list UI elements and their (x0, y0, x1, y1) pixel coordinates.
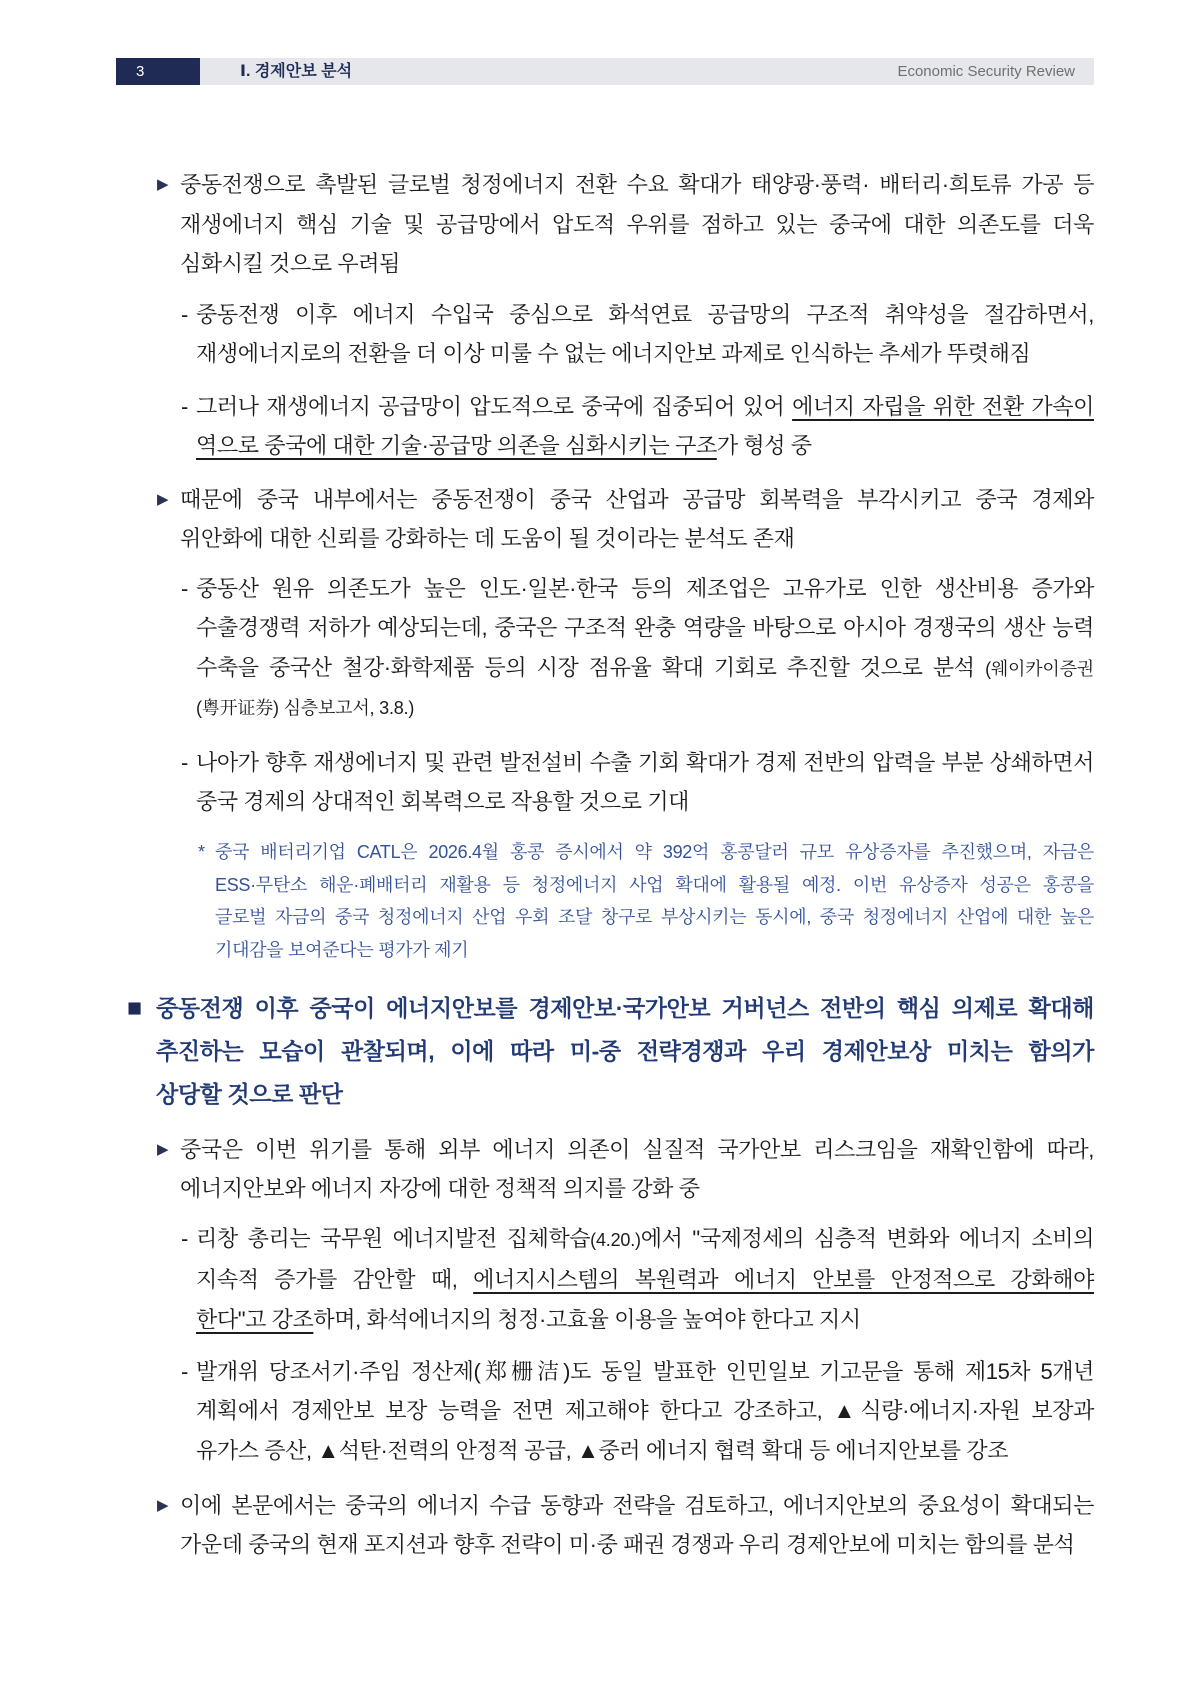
section-heading (0, 987, 1200, 1116)
text-line: 상당할 것으로 판단 (156, 1081, 343, 1107)
text-line (196, 1260, 1094, 1300)
text-line (196, 426, 1094, 466)
text-segment: 지속적 증가를 감안할 때, (196, 1267, 474, 1292)
text-line: 때문에 중국 내부에서는 중동전쟁이 중국 산업과 공급망 회복력을 부각시키고 중국 경제와 (180, 486, 1094, 512)
text-line: 중국 배터리기업 CATL은 2026.4월 홍콩 증시에서 약 392억 홍콩달러 규모 유상증자를 추진했으며, 자금은 (215, 842, 1094, 862)
page-number: 3 (116, 58, 200, 85)
publication-name: Economic Security Review (897, 63, 1075, 80)
asterisk-marker: * (198, 842, 206, 862)
text-line: 기대감을 보여준다는 평가가 제기 (215, 939, 469, 960)
date-text: (4.20.) (590, 1229, 641, 1250)
arrow-bullet-icon: ▶ (157, 176, 169, 193)
text-line (196, 648, 1094, 690)
dash-marker: - (181, 1358, 189, 1384)
heading-text (156, 987, 1094, 1116)
text-line: 추진하는 모습이 관찰되며, 이에 따라 미-중 전략경쟁과 우리 경제안보상 미치는 함의가 (156, 1038, 1094, 1064)
paragraph-text (196, 1219, 1094, 1340)
paragraph-text (196, 295, 1094, 374)
section-title: Ⅰ. 경제안보 분석 (240, 63, 353, 80)
text-line: 나아가 향후 재생에너지 및 관련 발전설비 수출 기회 확대가 경제 전반의 압력을 부분 상쇄하면서 (196, 749, 1094, 775)
text-segment: 에서 "국제정세의 심층적 변화와 에너지 소비의 (640, 1225, 1094, 1251)
text-line: 계획에서 경제안보 보장 능력을 전면 제고해야 한다고 강조하고, ▲식량·에너지·자원 보장과 (196, 1398, 1094, 1423)
text-line: 재생에너지 핵심 기술 및 공급망에서 압도적 우위를 점하고 있는 중국에 대한 의존도를 더욱 (180, 211, 1094, 237)
dash-marker: - (181, 1225, 189, 1251)
paragraph-text (196, 569, 1094, 729)
underlined-text: 역으로 중국에 대한 기술·공급망 의존을 심화시키는 구조 (196, 433, 717, 458)
text-line: 위안화에 대한 신뢰를 강화하는 데 도움이 될 것이라는 분석도 존재 (180, 526, 795, 551)
paragraph-text (180, 165, 1094, 284)
sub-item (0, 387, 1200, 466)
arrow-bullet-icon: ▶ (157, 1140, 169, 1158)
bullet-paragraph (0, 480, 1200, 559)
text-line: 유가스 증산, ▲석탄·전력의 안정적 공급, ▲중러 에너지 협력 확대 등 에너지안보를 강조 (196, 1437, 1009, 1463)
arrow-bullet-icon: ▶ (157, 1496, 169, 1514)
bullet-paragraph (0, 1486, 1200, 1565)
dash-marker: - (181, 301, 189, 327)
text-line: 중동전쟁 이후 중국이 에너지안보를 경제안보·국가안보 거버넌스 전반의 핵심 의제로 확대해 (156, 995, 1094, 1021)
text-line: 글로벌 자금의 중국 청정에너지 산업 우회 조달 창구로 부상시키는 동시에, 중국 청정에너지 산업에 대한 높은 (215, 907, 1094, 927)
sub-item (0, 295, 1200, 374)
text-line (196, 387, 1094, 427)
dash-marker: - (181, 749, 189, 775)
text-segment: 수축을 중국산 철강·화학제품 등의 시장 점유율 확대 기회로 추진할 것으로 분석 (196, 654, 986, 680)
text-segment: 가 형성 중 (716, 433, 812, 458)
paragraph-text (180, 1486, 1094, 1565)
dash-marker: - (181, 575, 189, 601)
citation-text: (粤开证券) 심층보고서, 3.8.) (196, 698, 415, 718)
text-line: 이에 본문에서는 중국의 에너지 수급 동향과 전략을 검토하고, 에너지안보의 중요성이 확대되는 (180, 1492, 1094, 1518)
paragraph-text (180, 1130, 1094, 1209)
footnote-text (215, 836, 1094, 966)
dash-marker: - (181, 393, 189, 419)
bullet-paragraph (0, 1130, 1200, 1209)
text-line (196, 1219, 1094, 1261)
footnote (0, 836, 1200, 966)
text-line: 중국은 이번 위기를 통해 외부 에너지 의존이 실질적 국가안보 리스크임을 재확인함에 따라, (180, 1136, 1094, 1162)
bullet-paragraph (0, 165, 1200, 284)
text-line: 가운데 중국의 현재 포지션과 향후 전략이 미·중 패권 경쟁과 우리 경제안보에 미치는 함의를 분석 (180, 1532, 1075, 1557)
square-bullet-icon: ■ (127, 994, 143, 1022)
text-segment: 리창 총리는 국무원 에너지발전 집체학습 (196, 1225, 591, 1251)
sub-item (0, 743, 1200, 822)
sub-item (0, 1219, 1200, 1340)
text-segment: 하며, 화석에너지의 청정·고효율 이용을 높여야 한다고 지시 (313, 1306, 861, 1332)
text-line: 에너지안보와 에너지 자강에 대한 정책적 의지를 강화 중 (180, 1176, 700, 1201)
sub-item (0, 1352, 1200, 1471)
paragraph-text (196, 387, 1094, 466)
text-line: 중국 경제의 상대적인 회복력으로 작용할 것으로 기대 (196, 789, 690, 814)
text-line: 수출경쟁력 저하가 예상되는데, 중국은 구조적 완충 역량을 바탕으로 아시아 경쟁국의 생산 능력 (196, 615, 1094, 640)
text-line: ESS·무탄소 해운·폐배터리 재활용 등 청정에너지 사업 확대에 활용될 예정. 이번 유상증자 성공은 홍콩을 (215, 874, 1094, 895)
text-line: 발개위 당조서기·주임 정산제(郑栅洁)도 동일 발표한 인민일보 기고문을 통해 제15차 5개년 (196, 1358, 1094, 1384)
paragraph-text (180, 480, 1094, 559)
text-line: 중동전쟁으로 촉발된 글로벌 청정에너지 전환 수요 확대가 태양광·풍력· 배터리·희토류 가공 등 (180, 172, 1094, 197)
page-header (116, 58, 1094, 85)
text-segment: 그러나 재생에너지 공급망이 압도적으로 중국에 집중되어 있어 (196, 393, 793, 419)
underlined-text: 한다"고 강조 (196, 1306, 314, 1332)
text-line: 중동전쟁 이후 에너지 수입국 중심으로 화석연료 공급망의 구조적 취약성을 절감하면서, (196, 301, 1094, 327)
citation-text: (웨이카이증권 (985, 658, 1094, 679)
underlined-text: 에너지시스템의 복원력과 에너지 안보를 안정적으로 강화해야 (473, 1267, 1094, 1292)
paragraph-text (196, 1352, 1094, 1471)
text-line (196, 1300, 1094, 1340)
sub-item (0, 569, 1200, 729)
text-line: 재생에너지로의 전환을 더 이상 미룰 수 없는 에너지안보 과제로 인식하는 추세가 뚜렷해짐 (196, 341, 1031, 366)
text-line: 심화시킬 것으로 우려됨 (180, 251, 400, 276)
arrow-bullet-icon: ▶ (157, 490, 169, 508)
paragraph-text (196, 743, 1094, 822)
report-body (0, 165, 1200, 1565)
text-line: 중동산 원유 의존도가 높은 인도·일본·한국 등의 제조업은 고유가로 인한 생산비용 증가와 (196, 575, 1094, 601)
underlined-text: 에너지 자립을 위한 전환 가속이 (792, 393, 1094, 419)
